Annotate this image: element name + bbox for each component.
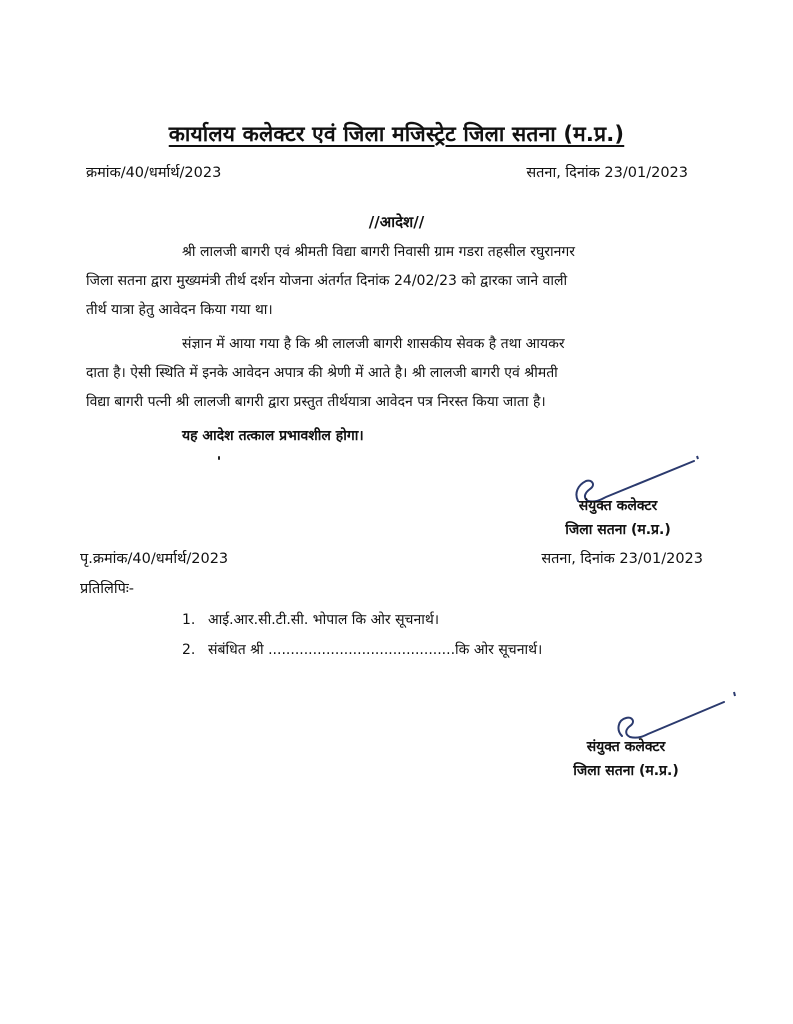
- signatory-1-designation: संयुक्त कलेक्टर: [578, 498, 658, 514]
- order-heading: //आदेश//: [368, 213, 425, 231]
- paragraph-1-line-1: श्री लालजी बागरी एवं श्रीमती विद्या बागरी निवासी ग्राम गडरा तहसील रघुरानगर: [182, 244, 575, 260]
- signature-2-block: [556, 735, 696, 783]
- signatory-2-designation: संयुक्त कलेक्टर: [586, 739, 666, 755]
- effective-statement: यह आदेश तत्काल प्रभावशील होगा।: [182, 428, 364, 444]
- office-title: कार्यालय कलेक्टर एवं जिला मजिस्ट्रेट जिला सतना (म.प्र.): [168, 122, 625, 146]
- scan-speck: [218, 456, 220, 460]
- endorsement-reference-number: पृ.क्रमांक/40/धर्मार्थ/2023: [80, 551, 229, 567]
- copy-list-item: [182, 640, 542, 659]
- copy-list-item-text: संबंधित श्री ..........................................कि ओर सूचनार्थ।: [208, 642, 543, 658]
- paragraph-2-line-3: विद्या बागरी पत्नी श्री लालजी बागरी द्वारा प्रस्तुत तीर्थयात्रा आवेदन पत्र निरस्त किया जाता है।: [86, 394, 546, 410]
- order-reference-number: क्रमांक/40/धर्मार्थ/2023: [86, 165, 222, 181]
- paragraph-1-line-2: जिला सतना द्वारा मुख्यमंत्री तीर्थ दर्शन योजना अंतर्गत दिनांक 24/02/23 को द्वारका जाने वाली: [86, 273, 568, 289]
- order-paragraph-2: [86, 330, 698, 417]
- paragraph-2-line-2: दाता है। ऐसी स्थिति में इनके आवेदन अपात्र की श्रेणी में आते है। श्री लालजी बागरी एवं श्रीमती: [86, 365, 558, 381]
- signatory-1-office: जिला सतना (म.प्र.): [565, 522, 671, 538]
- endorsement-place-date: सतना, दिनांक 23/01/2023: [541, 551, 703, 567]
- paragraph-2-line-1: संज्ञान में आया गया है कि श्री लालजी बागरी शासकीय सेवक है तथा आयकर: [182, 336, 565, 352]
- signature-1-block: [548, 494, 688, 542]
- order-paragraph-1: [86, 238, 698, 325]
- paragraph-1-line-3: तीर्थ यात्रा हेतु आवेदन किया गया था।: [86, 302, 273, 318]
- copy-list-item-number: 1.: [182, 612, 196, 628]
- order-place-date: सतना, दिनांक 23/01/2023: [526, 165, 688, 181]
- signatory-2-office: जिला सतना (म.प्र.): [573, 763, 679, 779]
- copy-list-item-text: आई.आर.सी.टी.सी. भोपाल कि ओर सूचनार्थ।: [208, 612, 440, 628]
- copy-to-label: प्रतिलिपिः-: [80, 581, 135, 597]
- copy-list-item-number: 2.: [182, 642, 196, 658]
- copy-list-item: [182, 610, 439, 629]
